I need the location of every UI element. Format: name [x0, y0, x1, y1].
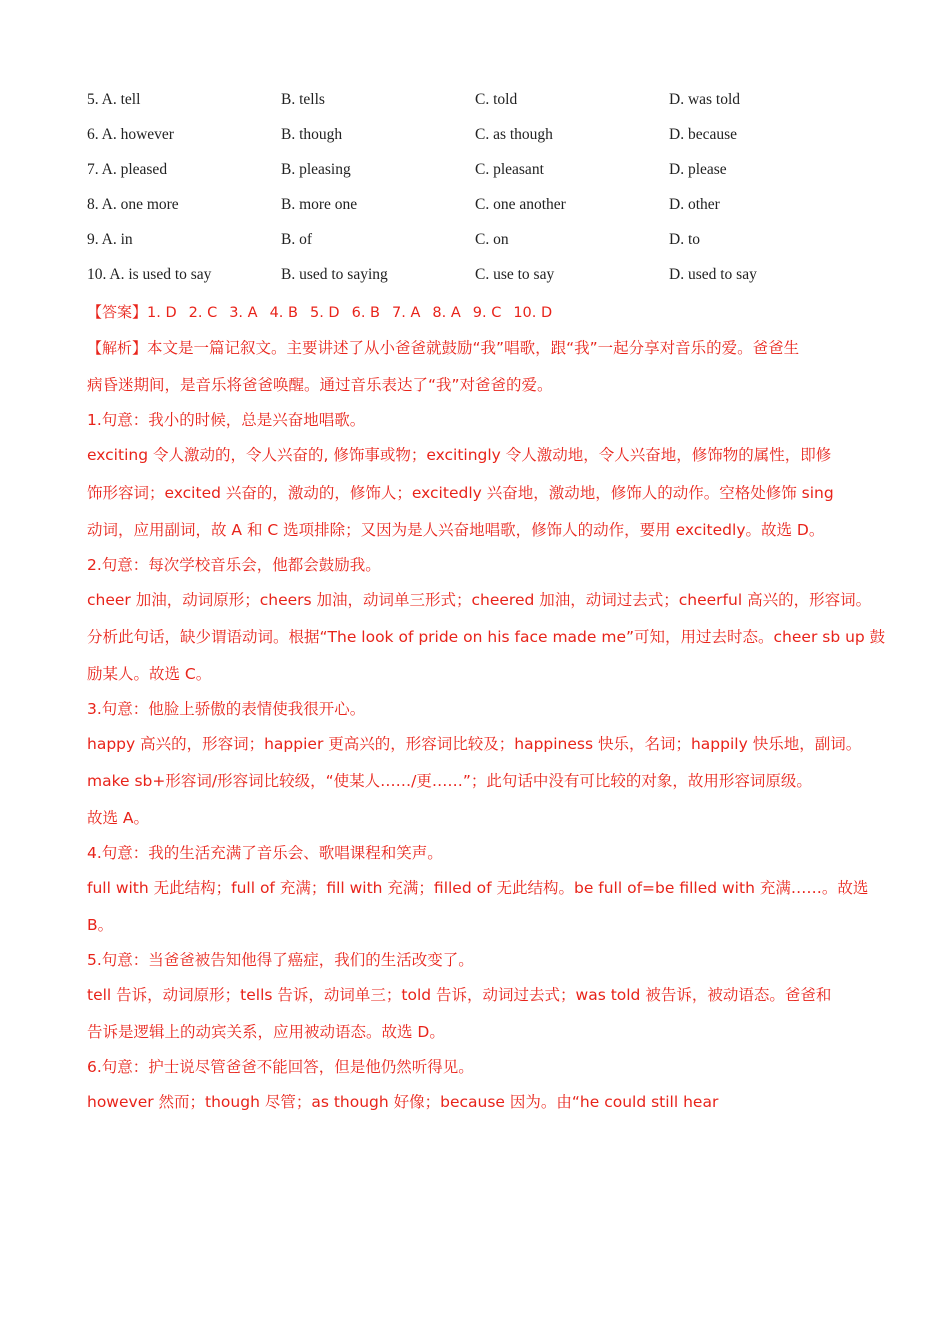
answer-item: 5. D [309, 305, 340, 321]
option-c: C. one another [475, 196, 566, 213]
option-c: C. pleasant [475, 161, 544, 178]
option-a: 8. A. one more [87, 196, 179, 213]
explanation-title: 6.句意：护士说尽管爸爸不能回答，但是他仍然听得见。 [87, 1058, 474, 1076]
option-row [0, 91, 950, 115]
option-row [0, 266, 950, 290]
option-c: C. use to say [475, 266, 555, 283]
option-b: B. tells [281, 91, 325, 108]
explanation-title: 4.句意：我的生活充满了音乐会、歌唱课程和笑声。 [87, 844, 443, 862]
explanation-line: tell 告诉，动词原形；tells 告诉，动词单三；told 告诉，动词过去式；was told 被告诉，被动语态。爸爸和 [87, 986, 832, 1004]
explanation-line: 动词，应用副词，故 A 和 C 选项排除；又因为是人兴奋地唱歌，修饰人的动作，要用 excitedly。故选 D。 [87, 521, 825, 539]
explanation-line: full with 无此结构；full of 充满；fill with 充满；filled of 无此结构。be full of=be filled with 充满……。故选 [87, 879, 869, 897]
answer-item: 9. C [472, 305, 502, 321]
explanation-line: cheer 加油，动词原形；cheers 加油，动词单三形式；cheered 加油，动词过去式；cheerful 高兴的，形容词。 [87, 591, 872, 609]
answer-key [87, 301, 564, 322]
explanation-line: 分析此句话，缺少谓语动词。根据“The look of pride on his face made me”可知，用过去时态。cheer sb up 鼓 [87, 628, 886, 646]
analysis-paragraph [87, 336, 799, 358]
analysis-label: 【解析】 [87, 339, 148, 357]
option-a: 7. A. pleased [87, 161, 168, 178]
option-row [0, 126, 950, 150]
option-d: D. was told [669, 91, 741, 108]
option-d: D. other [669, 196, 720, 213]
option-c: C. told [475, 91, 518, 108]
option-a: 9. A. in [87, 231, 133, 248]
explanation-line: 告诉是逻辑上的动宾关系，应用被动语态。故选 D。 [87, 1023, 445, 1041]
explanation-title: 2.句意：每次学校音乐会，他都会鼓励我。 [87, 556, 381, 574]
explanation-line: 故选 A。 [87, 809, 150, 827]
answer-item: 3. A [229, 305, 258, 321]
option-b: B. pleasing [281, 161, 351, 178]
explanation-line: B。 [87, 916, 114, 934]
explanation-title: 5.句意：当爸爸被告知他得了癌症，我们的生活改变了。 [87, 951, 474, 969]
explanation-line: 励某人。故选 C。 [87, 665, 212, 683]
answer-item: 1. D [147, 305, 177, 321]
option-d: D. please [669, 161, 727, 178]
answer-item: 2. C [188, 305, 218, 321]
option-a: 6. A. however [87, 126, 174, 143]
explanation-line: exciting 令人激动的，令人兴奋的, 修饰事或物；excitingly 令人激动地，令人兴奋地，修饰物的属性，即修 [87, 446, 832, 464]
option-b: B. though [281, 126, 343, 143]
option-c: C. as though [475, 126, 553, 143]
explanation-line: 饰形容词；excited 兴奋的，激动的，修饰人；excitedly 兴奋地，激动地，修饰人的动作。空格处修饰 sing [87, 484, 834, 502]
explanation-line: happy 高兴的，形容词；happier 更高兴的，形容词比较及；happiness 快乐，名词；happily 快乐地，副词。 [87, 735, 862, 753]
analysis-line: 病昏迷期间，是音乐将爸爸唤醒。通过音乐表达了“我”对爸爸的爱。 [87, 376, 553, 394]
answer-label: 【答案】 [87, 303, 148, 321]
option-b: B. more one [281, 196, 358, 213]
option-d: D. because [669, 126, 737, 143]
option-c: C. on [475, 231, 509, 248]
explanation-title: 3.句意：他脸上骄傲的表情使我很开心。 [87, 700, 366, 718]
option-a: 10. A. is used to say [87, 266, 212, 283]
option-b: B. of [281, 231, 312, 248]
explanation-line: however 然而；though 尽管；as though 好像；because 因为。由“he could still hear [87, 1093, 719, 1111]
option-d: D. used to say [669, 266, 757, 283]
option-row [0, 231, 950, 255]
option-b: B. used to saying [281, 266, 388, 283]
answer-item: 10. D [513, 305, 553, 321]
explanation-title: 1.句意：我小的时候，总是兴奋地唱歌。 [87, 411, 366, 429]
answer-item: 8. A [432, 305, 461, 321]
option-row [0, 196, 950, 220]
explanation-line: make sb+形容词/形容词比较级，“使某人……/更……”；此句话中没有可比较的对象，故用形容词原级。 [87, 772, 812, 790]
option-a: 5. A. tell [87, 91, 141, 108]
answer-item: 7. A [392, 305, 421, 321]
answer-item: 4. B [269, 305, 298, 321]
option-d: D. to [669, 231, 700, 248]
option-row [0, 161, 950, 185]
analysis-text: 本文是一篇记叙文。主要讲述了从小爸爸就鼓励“我”唱歌，跟“我”一起分享对音乐的爱。爸爸生 [147, 339, 800, 357]
answer-item: 6. B [351, 305, 380, 321]
